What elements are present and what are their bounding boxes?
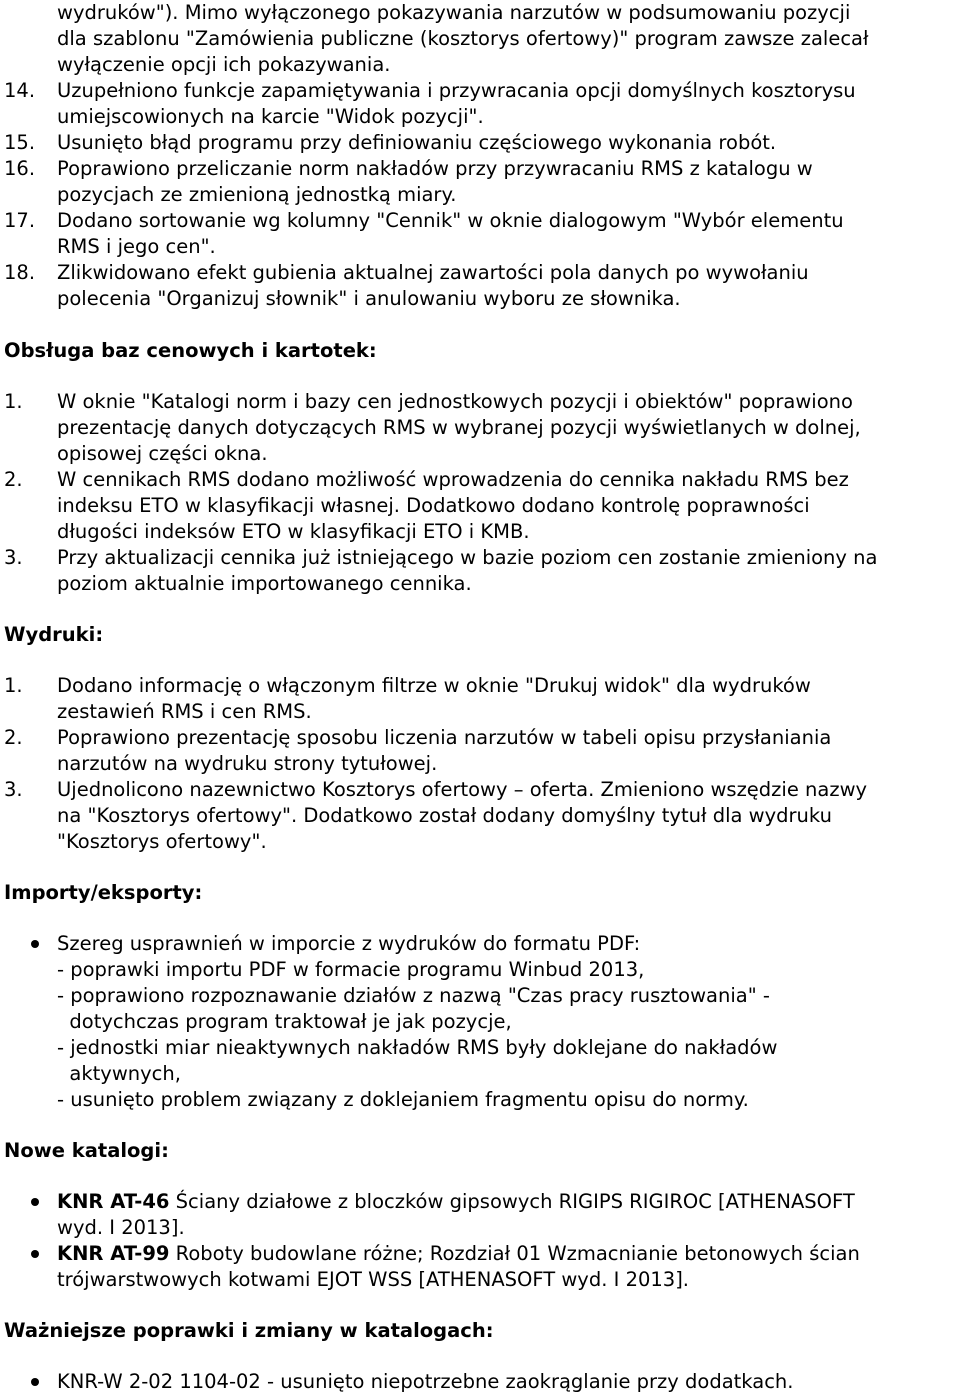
- list-item-line: opisowej części okna.: [57, 442, 268, 465]
- list-item-line: Dodano informację o włączonym filtrze w oknie "Drukuj widok" dla wydruków: [57, 674, 811, 697]
- catalog-item: [57, 1241, 860, 1267]
- list-item-number: 1.: [4, 390, 23, 413]
- list-item-line: poziom aktualnie importowanego cennika.: [57, 572, 472, 595]
- bullet-line: - usunięto problem związany z doklejaniem fragmentu opisu do normy.: [57, 1088, 749, 1111]
- list-item-line: narzutów na wydruku strony tytułowej.: [57, 752, 438, 775]
- list-item-line: Uzupełniono funkcje zapamiętywania i przywracania opcji domyślnych kosztorysu: [57, 79, 856, 102]
- bullet-icon: [31, 1250, 39, 1258]
- list-item-line: Poprawiono przeliczanie norm nakładów przy przywracaniu RMS z katalogu w: [57, 157, 813, 180]
- section-heading-import: Importy/eksporty:: [4, 881, 203, 904]
- list-item-line: Ujednolicono nazewnictwo Kosztorys ofertowy – oferta. Zmieniono wszędzie nazwy: [57, 778, 868, 801]
- bullet-line: Szereg usprawnień w imporcie z wydruków do formatu PDF:: [57, 932, 641, 955]
- list-item-line: na "Kosztorys ofertowy". Dodatkowo został dodany domyślny tytuł dla wydruku: [57, 804, 832, 827]
- list-item-line: prezentację danych dotyczących RMS w wybranej pozycji wyświetlanych w dolnej,: [57, 416, 861, 439]
- catalog-item-line: wyd. I 2013].: [57, 1216, 185, 1239]
- bullet-line: - jednostki miar nieaktywnych nakładów RMS były doklejane do nakładów: [57, 1036, 778, 1059]
- bullet-line: - poprawki importu PDF w formacie programu Winbud 2013,: [57, 958, 645, 981]
- list-item-line: W oknie "Katalogi norm i bazy cen jednostkowych pozycji i obiektów" poprawiono: [57, 390, 853, 413]
- section-heading-fixes: Ważniejsze poprawki i zmiany w katalogach:: [4, 1319, 494, 1342]
- list-item-line: RMS i jego cen".: [57, 235, 216, 258]
- list-item-number: 18.: [4, 261, 36, 284]
- bullet-icon: [31, 1198, 39, 1206]
- list-item-number: 2.: [4, 726, 23, 749]
- list-item-line: Przy aktualizacji cennika już istniejącego w bazie poziom cen zostanie zmieniony na: [57, 546, 878, 569]
- section-heading-catalogs: Nowe katalogi:: [4, 1139, 169, 1162]
- list-item-line: Dodano sortowanie wg kolumny "Cennik" w oknie dialogowym "Wybór elementu: [57, 209, 844, 232]
- list-item-number: 16.: [4, 157, 36, 180]
- paragraph-line: dla szablonu "Zamówienia publiczne (kosztorys ofertowy)" program zawsze zalecał: [57, 27, 869, 50]
- list-item-line: pozycjach ze zmienioną jednostką miary.: [57, 183, 457, 206]
- catalog-code: KNR AT-46: [57, 1190, 170, 1213]
- catalog-description: Ściany działowe z bloczków gipsowych RIGIPS RIGIROC [ATHENASOFT: [169, 1190, 855, 1213]
- list-item-line: polecenia "Organizuj słownik" i anulowaniu wyboru ze słownika.: [57, 287, 681, 310]
- bullet-line: - poprawiono rozpoznawanie działów z nazwą "Czas pracy rusztowania" -: [57, 984, 770, 1007]
- list-item-number: 2.: [4, 468, 23, 491]
- bullet-line: dotychczas program traktował je jak pozycje,: [57, 1010, 512, 1033]
- list-item-line: Zlikwidowano efekt gubienia aktualnej zawartości pola danych po wywołaniu: [57, 261, 809, 284]
- list-item-number: 15.: [4, 131, 36, 154]
- catalog-code: KNR AT-99: [57, 1242, 170, 1265]
- catalog-item-line: trójwarstwowych kotwami EJOT WSS [ATHENASOFT wyd. I 2013].: [57, 1268, 690, 1291]
- list-item-number: 14.: [4, 79, 36, 102]
- list-item-line: Poprawiono prezentację sposobu liczenia narzutów w tabeli opisu przysłaniania: [57, 726, 832, 749]
- list-item-line: W cennikach RMS dodano możliwość wprowadzenia do cennika nakładu RMS bez: [57, 468, 849, 491]
- list-item-line: zestawień RMS i cen RMS.: [57, 700, 312, 723]
- list-item-number: 3.: [4, 546, 23, 569]
- list-item-line: umiejscowionych na karcie "Widok pozycji".: [57, 105, 484, 128]
- bullet-icon: [31, 940, 39, 948]
- section-heading-prints: Wydruki:: [4, 623, 104, 646]
- list-item-number: 3.: [4, 778, 23, 801]
- catalog-description: Roboty budowlane różne; Rozdział 01 Wzmacnianie betonowych ścian: [169, 1242, 860, 1265]
- list-item-number: 1.: [4, 674, 23, 697]
- paragraph-line: wydruków"). Mimo wyłączonego pokazywania narzutów w podsumowaniu pozycji: [57, 1, 851, 24]
- catalog-item: [57, 1189, 855, 1215]
- bullet-icon: [31, 1378, 39, 1386]
- section-heading-prices: Obsługa baz cenowych i kartotek:: [4, 339, 377, 362]
- fix-item: KNR-W 2-02 1104-02 - usunięto niepotrzebne zaokrąglanie przy dodatkach.: [57, 1370, 794, 1393]
- bullet-line: aktywnych,: [57, 1062, 181, 1085]
- paragraph-line: wyłączenie opcji ich pokazywania.: [57, 53, 391, 76]
- list-item-line: Usunięto błąd programu przy definiowaniu częściowego wykonania robót.: [57, 131, 777, 154]
- list-item-number: 17.: [4, 209, 36, 232]
- list-item-line: indeksu ETO w klasyfikacji własnej. Dodatkowo dodano kontrolę poprawności: [57, 494, 810, 517]
- list-item-line: "Kosztorys ofertowy".: [57, 830, 267, 853]
- list-item-line: długości indeksów ETO w klasyfikacji ETO i KMB.: [57, 520, 530, 543]
